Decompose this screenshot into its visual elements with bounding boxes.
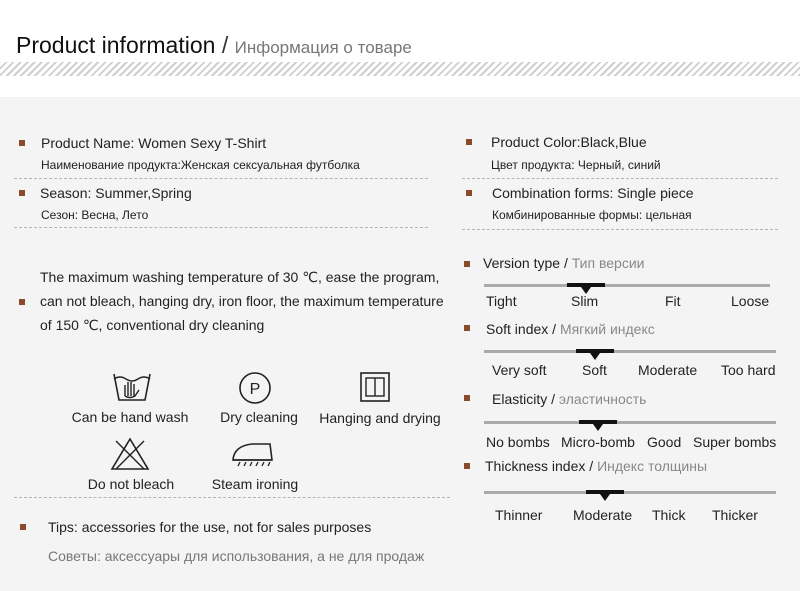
title-russian: Информация о товаре — [234, 38, 412, 57]
hand-wash-label: Can be hand wash — [71, 409, 189, 425]
scale-label: Moderate — [638, 362, 698, 378]
scale-label-selected: Slim — [571, 293, 599, 309]
washing-instructions: The maximum washing temperature of 30 ℃, ease the program, can not bleach, hanging dry, iron floor, the maximum temperature of 150 ℃, conventional dry cleaning — [40, 269, 444, 333]
bullet-icon — [466, 139, 472, 145]
season: Season: Summer,Spring — [40, 185, 192, 201]
divider — [462, 229, 778, 230]
no-bleach-label: Do not bleach — [87, 476, 175, 492]
title-english: Product information — [16, 32, 216, 58]
scale-label: Thick — [652, 507, 686, 523]
steam-iron-label: Steam ironing — [211, 476, 299, 492]
thickness-index-title: Thickness index / Индекс толщины — [485, 458, 708, 474]
divider — [14, 178, 428, 179]
dry-cleaning-icon — [237, 371, 273, 405]
dry-cleaning-label: Dry cleaning — [220, 409, 298, 425]
tips: Tips: accessories for the use, not for sales purposes — [48, 519, 372, 535]
hanging-dry-label: Hanging and drying — [319, 410, 441, 426]
soft-index-bar — [484, 350, 776, 353]
scale-label: Tight — [486, 293, 517, 309]
product-name-ru: Наименование продукта:Женская сексуальная футболка — [41, 158, 360, 172]
scale-label: Loose — [731, 293, 770, 309]
combination-forms-ru: Комбинированные формы: цельная — [492, 208, 692, 222]
thickness-index-bar — [484, 491, 776, 494]
elasticity-pointer-icon — [593, 424, 603, 431]
soft-index-title: Soft index / Мягкий индекс — [486, 321, 655, 337]
bullet-icon — [464, 325, 470, 331]
scale-label-selected: Soft — [582, 362, 607, 378]
season-ru: Сезон: Весна, Лето — [41, 208, 149, 222]
soft-index-pointer-icon — [590, 353, 600, 360]
svg-text:P: P — [249, 381, 261, 398]
tips-ru: Советы: аксессуары для использования, а не для продаж — [48, 548, 425, 564]
scale-label: Super bombs — [693, 434, 777, 450]
scale-label: No bombs — [486, 434, 550, 450]
divider — [14, 227, 428, 228]
diagonal-stripe-divider — [0, 62, 800, 76]
bullet-icon — [19, 190, 25, 196]
scale-label-selected: Moderate — [573, 507, 633, 523]
hand-wash-icon — [112, 370, 152, 404]
thickness-index-pointer-icon — [600, 494, 610, 501]
steam-iron-icon — [230, 440, 276, 470]
product-color: Product Color:Black,Blue — [491, 134, 647, 150]
bullet-icon — [19, 299, 25, 305]
elasticity-bar — [484, 421, 776, 424]
version-type-bar — [484, 284, 770, 287]
version-type-title: Version type / Тип версии — [483, 255, 645, 271]
bullet-icon — [19, 140, 25, 146]
scale-label: Too hard — [721, 362, 776, 378]
scale-label: Fit — [665, 293, 681, 309]
scale-label: Good — [647, 434, 682, 450]
product-color-ru: Цвет продукта: Черный, синий — [491, 158, 661, 172]
no-bleach-icon — [110, 437, 150, 471]
bullet-icon — [466, 190, 472, 196]
page-title — [16, 32, 412, 59]
divider — [14, 497, 450, 498]
title-slash: / — [215, 32, 235, 58]
scale-label: Very soft — [492, 362, 547, 378]
bullet-icon — [464, 395, 470, 401]
hanging-dry-icon — [359, 371, 391, 403]
product-name: Product Name: Women Sexy T-Shirt — [41, 135, 267, 151]
combination-forms: Combination forms: Single piece — [492, 185, 694, 201]
scale-label: Thinner — [495, 507, 543, 523]
scale-label-selected: Micro-bomb — [561, 434, 635, 450]
bullet-icon — [20, 524, 26, 530]
divider — [462, 178, 778, 179]
scale-label: Thicker — [712, 507, 758, 523]
bullet-icon — [464, 463, 470, 469]
elasticity-title: Elasticity / эластичность — [492, 391, 647, 407]
page-header — [0, 0, 800, 97]
bullet-icon — [464, 261, 470, 267]
